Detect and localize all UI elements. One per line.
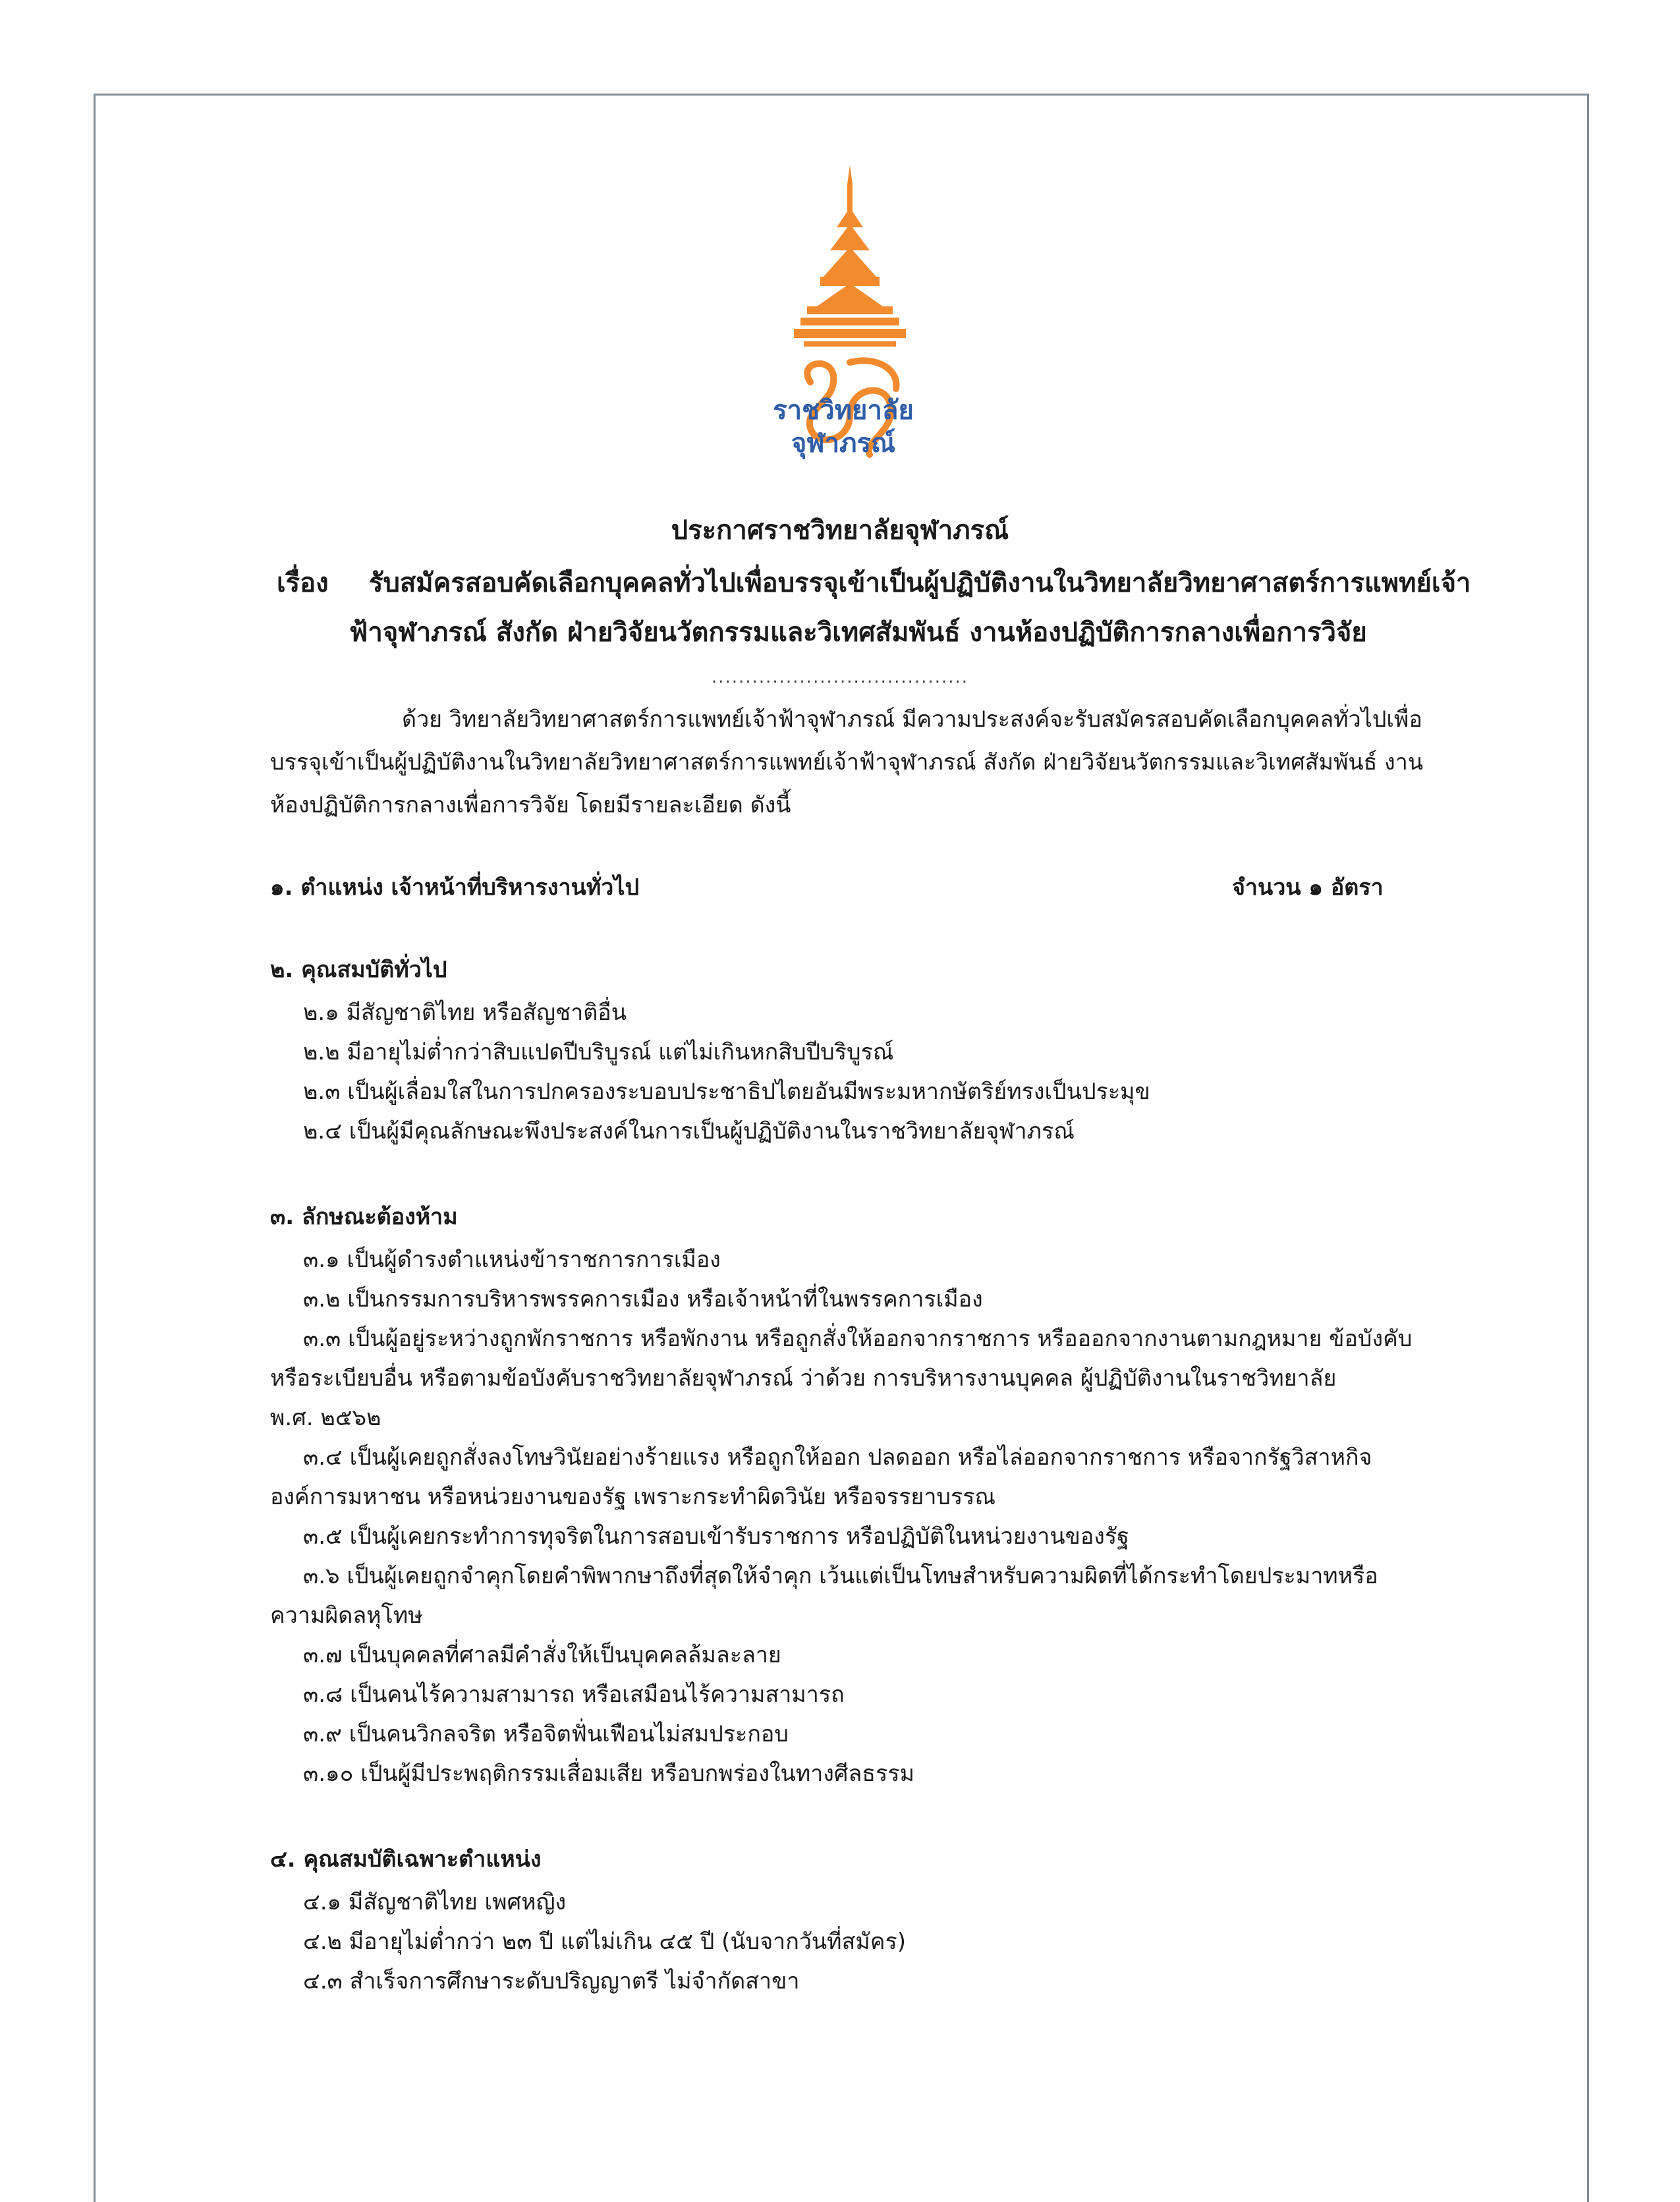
list-item: ๓.๗ เป็นบุคคลที่ศาลมีคำสั่งให้เป็นบุคคลล้มละลาย <box>303 1642 781 1668</box>
list-item-continuation: องค์การมหาชน หรือหน่วยงานของรัฐ เพราะกระทำผิดวินัย หรือจรรยาบรรณ <box>270 1484 996 1510</box>
list-item: ๒.๔ เป็นผู้มีคุณลักษณะพึงประสงค์ในการเป็นผู้ปฏิบัติงานในราชวิทยาลัยจุฬาภรณ์ <box>303 1118 1075 1144</box>
subject-line-1: รับสมัครสอบคัดเลือกบุคคลทั่วไปเพื่อบรรจุเข้าเป็นผู้ปฏิบัติงานในวิทยาลัยวิทยาศาสตร์การแพทย์เจ้า <box>369 568 1471 598</box>
logo-text-line1: ราชวิทยาลัย <box>773 395 914 426</box>
list-item: ๓.๖ เป็นผู้เคยถูกจำคุกโดยคำพิพากษาถึงที่สุดให้จำคุก เว้นแต่เป็นโทษสำหรับความผิดที่ได้กระทำโดยประมาทหรือ <box>303 1563 1378 1589</box>
intro-line-2: บรรจุเข้าเป็นผู้ปฏิบัติงานในวิทยาลัยวิทยาศาสตร์การแพทย์เจ้าฟ้าจุฬาภรณ์ สังกัด ฝ่ายวิจัยนวัตกรรมและวิเทศสัมพันธ์ งาน <box>270 749 1424 776</box>
list-item: ๓.๓ เป็นผู้อยู่ระหว่างถูกพักราชการ หรือพักงาน หรือถูกสั่งให้ออกจากราชการ หรือออกจากงานตามกฎหมาย ข้อบังคับ <box>303 1326 1413 1352</box>
prohibited-characteristics-heading: ๓. ลักษณะต้องห้าม <box>270 1204 458 1230</box>
specific-qualifications-heading: ๔. คุณสมบัติเฉพาะตำแหน่ง <box>270 1846 542 1873</box>
list-item: ๔.๑ มีสัญชาติไทย เพศหญิง <box>303 1889 567 1915</box>
list-item: ๔.๒ มีอายุไม่ต่ำกว่า ๒๓ ปี แต่ไม่เกิน ๔๕ ปี (นับจากวันที่สมัคร) <box>303 1929 907 1955</box>
logo-text-line2: จุฬาภรณ์ <box>791 428 896 459</box>
list-item: ๓.๑๐ เป็นผู้มีประพฤติกรรมเสื่อมเสีย หรือบกพร่องในทางศีลธรรม <box>303 1761 914 1787</box>
list-item: ๓.๙ เป็นคนวิกลจริต หรือจิตฟั่นเฟือนไม่สมประกอบ <box>303 1721 789 1747</box>
list-item-continuation: พ.ศ. ๒๕๖๒ <box>270 1405 381 1431</box>
list-item: ๓.๑ เป็นผู้ดำรงตำแหน่งข้าราชการการเมือง <box>303 1247 721 1273</box>
list-item: ๓.๘ เป็นคนไร้ความสามารถ หรือเสมือนไร้ความสามารถ <box>303 1681 845 1708</box>
intro-line-1: ด้วย วิทยาลัยวิทยาศาสตร์การแพทย์เจ้าฟ้าจุฬาภรณ์ มีความประสงค์จะรับสมัครสอบคัดเลือกบุคคลทั่วไปเพื่อ <box>402 706 1422 733</box>
subject-label: เรื่อง <box>277 568 329 598</box>
general-qualifications-heading: ๒. คุณสมบัติทั่วไป <box>270 957 447 983</box>
subject-line-2: ฟ้าจุฬาภรณ์ สังกัด ฝ่ายวิจัยนวัตกรรมและวิเทศสัมพันธ์ งานห้องปฏิบัติการกลางเพื่อการวิจัย <box>349 617 1367 648</box>
position-count: จำนวน ๑ อัตรา <box>1232 874 1384 901</box>
list-item-continuation: ความผิดลหุโทษ <box>270 1602 423 1629</box>
list-item: ๒.๓ เป็นผู้เลื่อมใสในการปกครองระบอบประชาธิปไตยอันมีพระมหากษัตริย์ทรงเป็นประมุข <box>303 1079 1150 1105</box>
list-item: ๒.๑ มีสัญชาติไทย หรือสัญชาติอื่น <box>303 1000 627 1026</box>
list-item: ๓.๕ เป็นผู้เคยกระทำการทุจริตในการสอบเข้ารับราชการ หรือปฏิบัติในหน่วยงานของรัฐ <box>303 1523 1129 1550</box>
title-separator: ...................................... <box>711 667 969 687</box>
list-item-continuation: หรือระเบียบอื่น หรือตามข้อบังคับราชวิทยาลัยจุฬาภรณ์ ว่าด้วย การบริหารงานบุคคล ผู้ปฏิบัติงานในราชวิทยาลัย <box>270 1365 1337 1392</box>
position-heading: ๑. ตำแหน่ง เจ้าหน้าที่บริหารงานทั่วไป <box>270 874 640 901</box>
list-item: ๒.๒ มีอายุไม่ต่ำกว่าสิบแปดปีบริบูรณ์ แต่ไม่เกินหกสิบปีบริบูรณ์ <box>303 1039 894 1065</box>
document-title: ประกาศราชวิทยาลัยจุฬาภรณ์ <box>671 515 1009 546</box>
intro-line-3: ห้องปฏิบัติการกลางเพื่อการวิจัย โดยมีรายละเอียด ดังนี้ <box>270 792 791 818</box>
list-item: ๓.๔ เป็นผู้เคยถูกสั่งลงโทษวินัยอย่างร้ายแรง หรือถูกให้ออก ปลดออก หรือไล่ออกจากราชการ หรือจากรัฐวิสาหกิจ <box>303 1444 1372 1471</box>
list-item: ๔.๓ สำเร็จการศึกษาระดับปริญญาตรี ไม่จำกัดสาขา <box>303 1968 800 1994</box>
list-item: ๓.๒ เป็นกรรมการบริหารพรรคการเมือง หรือเจ้าหน้าที่ในพรรคการเมือง <box>303 1286 983 1313</box>
